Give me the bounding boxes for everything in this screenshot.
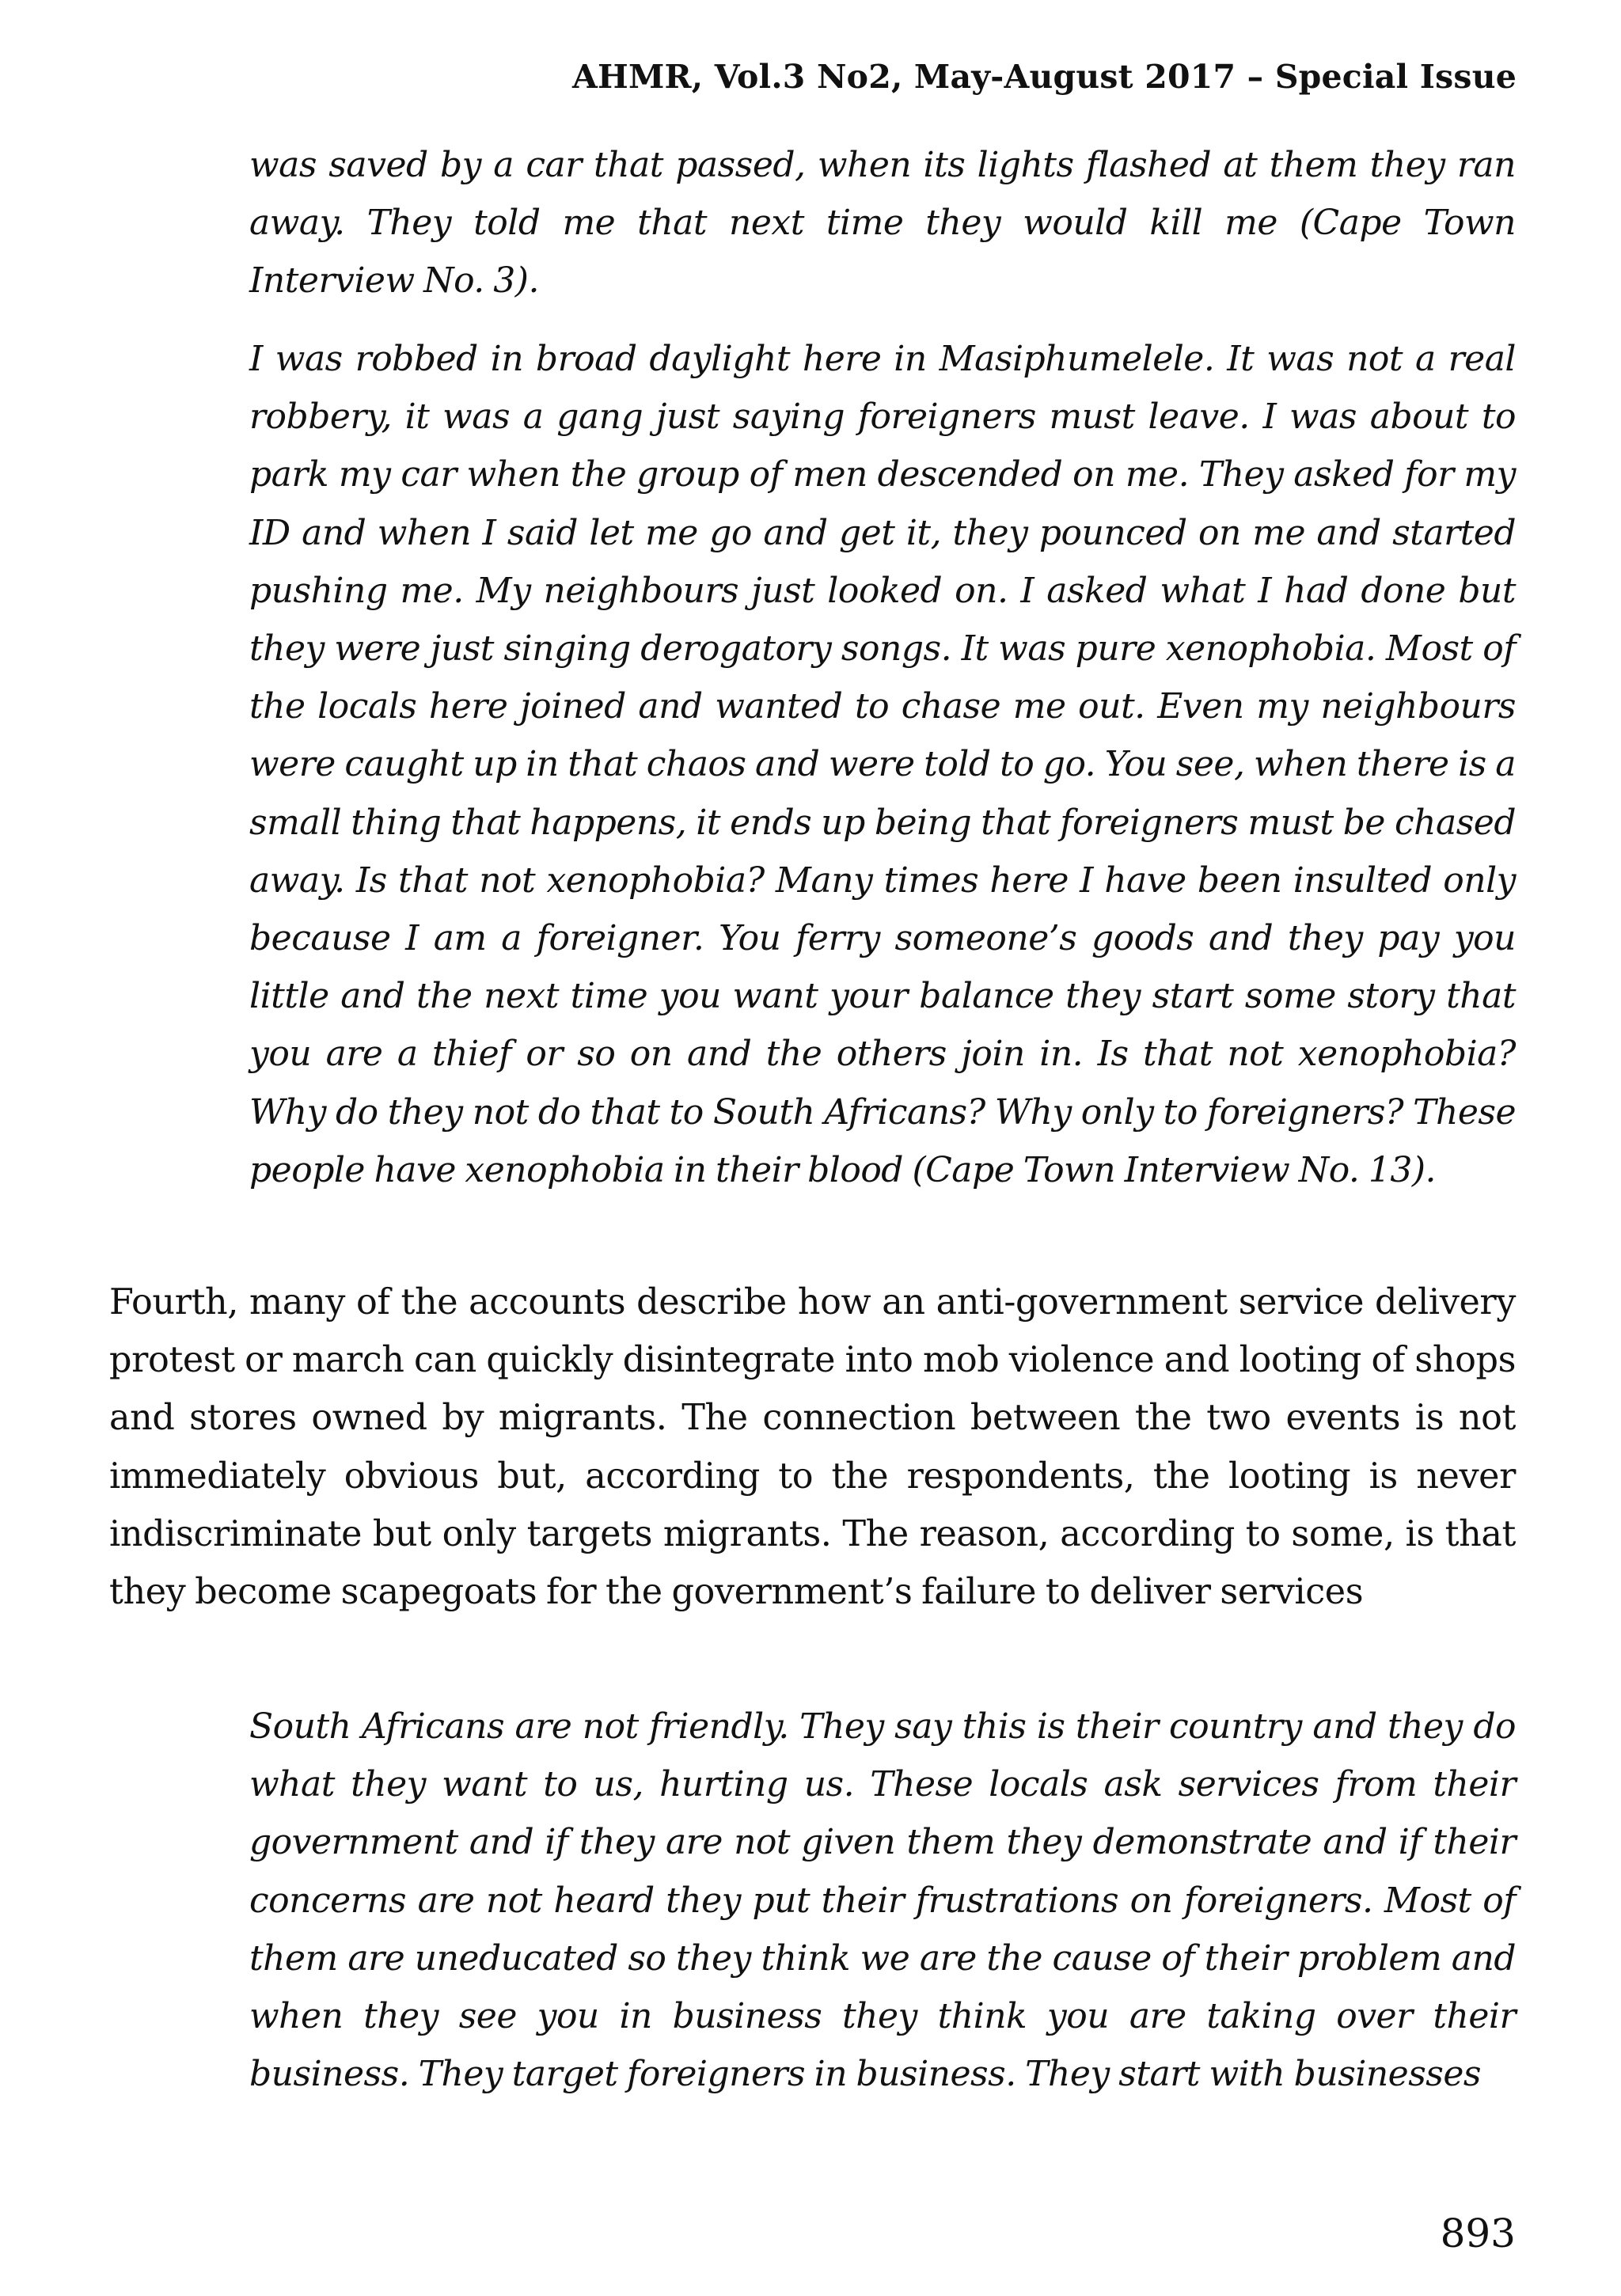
running-header: AHMR, Vol.3 No2, May-August 2017 – Special Issue <box>572 58 1517 96</box>
block-quote-south-africans: South Africans are not friendly. They say this is their country and they do what they want to us, hurting us. These locals ask services from their government and if they are not given them they demonstrate and if their concerns are not heard they put their frustrations on foreigners. Most of them are uneducated so they think we are the cause of their problem and when they see you in business they think you are taking over their business. They target foreigners in business. They start with businesses <box>249 1706 1516 2095</box>
body-paragraph-fourth: Fourth, many of the accounts describe how an anti-government service delivery protest or march can quickly disintegrate into mob violence and looting of shops and stores owned by migrants. The connection between the two events is not immediately obvious but, according to the respondents, the looting is never indiscriminate but only targets migrants. The reason, according to some, is that they become scapegoats for the government’s failure to deliver services <box>109 1282 1516 1613</box>
block-quote-interview-13: I was robbed in broad daylight here in Masiphumelele. It was not a real robbery, it was a gang just saying foreigners must leave. I was about to park my car when the group of men descended on me. They asked for my ID and when I said let me go and get it, they pounced on me and started pushing me. My neighbours just looked on. I asked what I had done but they were just singing derogatory songs. It was pure xenophobia. Most of the locals here joined and wanted to chase me out. Even my neighbours were caught up in that chaos and were told to go. You see, when there is a small thing that happens, it ends up being that foreigners must be chased away. Is that not xenophobia? Many times here I have been insulted only because I am a foreigner. You ferry someone’s goods and they pay you little and the next time you want your balance they start some story that you are a thief or so on and the others join in. Is that not xenophobia? Why do they not do that to South Africans? Why only to foreigners? These people have xenophobia in their blood (Cape Town Interview No. 13). <box>249 339 1516 1190</box>
page-number: 893 <box>1440 2211 1516 2256</box>
block-quote-continued: was saved by a car that passed, when its lights flashed at them they ran away. They told me that next time they would kill me (Cape Town Interview No. 3). <box>249 145 1516 302</box>
